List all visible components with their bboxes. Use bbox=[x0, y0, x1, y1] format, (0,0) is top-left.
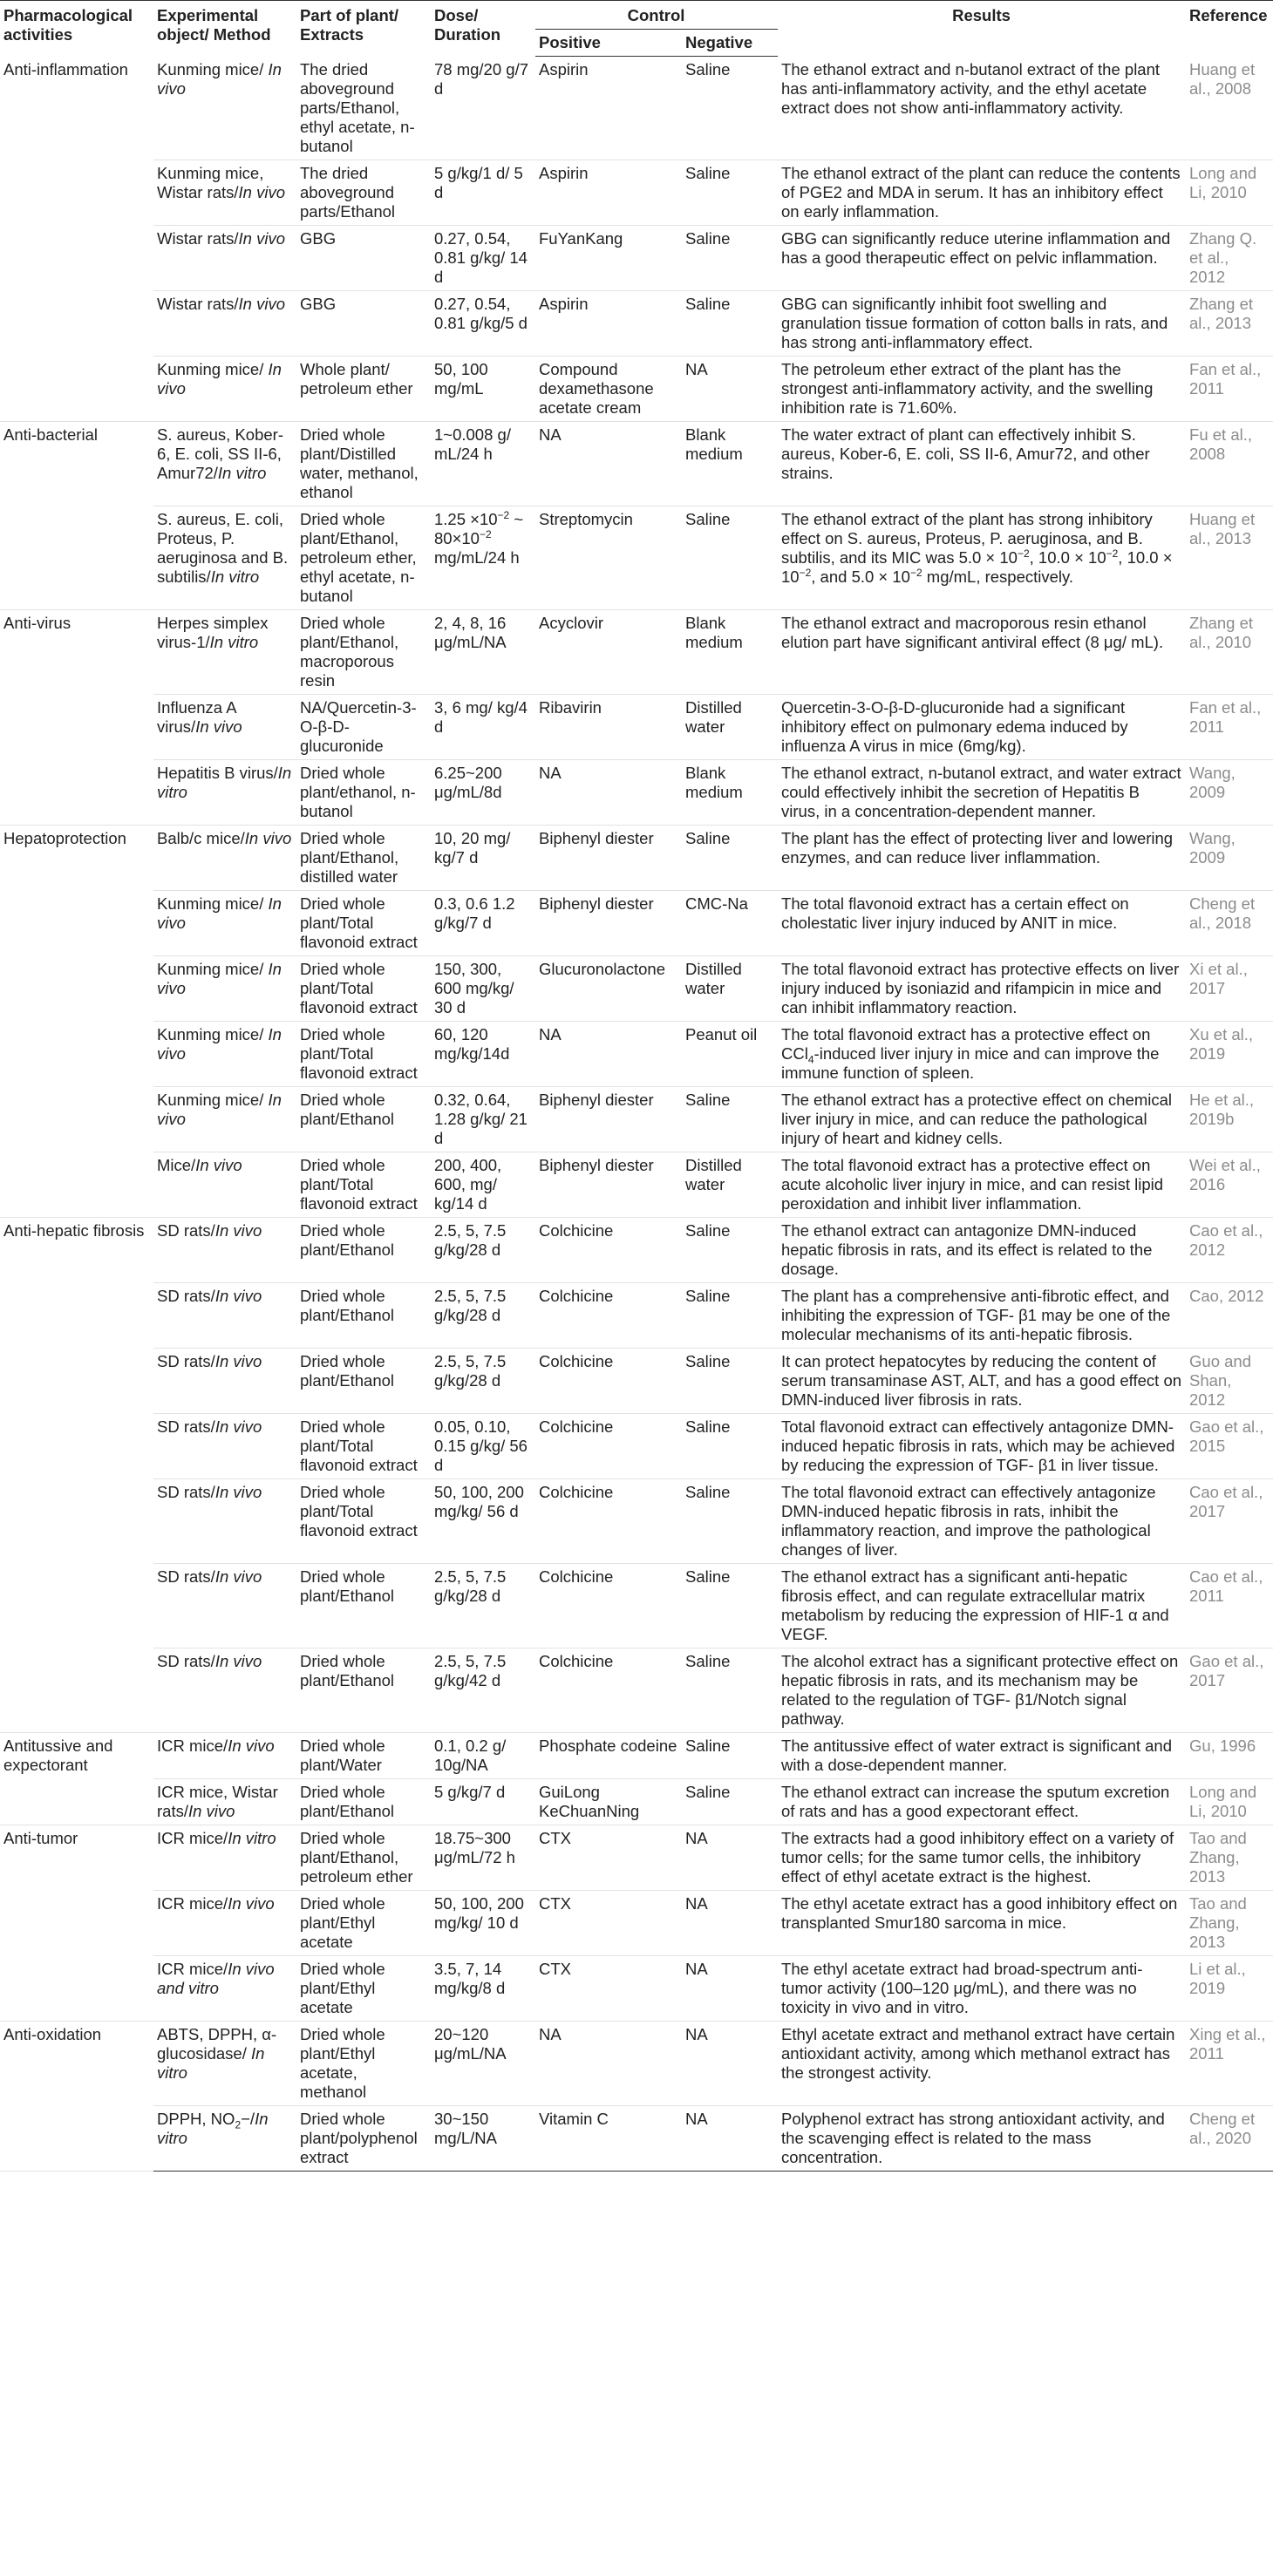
cell-reference: Xu et al., 2019 bbox=[1186, 1021, 1273, 1086]
cell-activity bbox=[0, 356, 153, 421]
cell-reference: Cao et al., 2011 bbox=[1186, 1563, 1273, 1648]
cell-negative-control: NA bbox=[682, 2105, 778, 2171]
cell-part: Dried whole plant/Total flavonoid extract bbox=[296, 1021, 431, 1086]
cell-negative-control: Saline bbox=[682, 225, 778, 290]
cell-result: Polyphenol extract has strong antioxidant activity, and the scavenging effect is related to the mass concentration. bbox=[778, 2105, 1186, 2171]
cell-negative-control: Distilled water bbox=[682, 694, 778, 759]
cell-result: The plant has a comprehensive anti-fibrotic effect, and inhibiting the expression of TGF- β1 may be one of the molecular mechanisms of its anti-hepatic fibrosis. bbox=[778, 1282, 1186, 1348]
cell-activity: Anti-inflammation bbox=[3, 59, 128, 78]
cell-positive-control: NA bbox=[535, 2021, 682, 2105]
cell-result: GBG can significantly inhibit foot swelling and granulation tissue formation of cotton balls in rats, and has strong anti-inflammatory effect. bbox=[778, 290, 1186, 356]
header-results: Results bbox=[778, 1, 1186, 57]
cell-dose: 0.27, 0.54, 0.81 g/kg/ 14 d bbox=[431, 225, 535, 290]
cell-dose: $1.25 \times 10^{-2}$ ~ $80\times 10^{-2}$ mg/mL/24 h bbox=[431, 506, 535, 609]
cell-dose: 3.5, 7, 14 mg/kg/8 d bbox=[431, 1955, 535, 2021]
cell-negative-control: NA bbox=[682, 2021, 778, 2105]
cell-dose: 2.5, 5, 7.5 g/kg/28 d bbox=[431, 1282, 535, 1348]
header-dose: Dose/ Duration bbox=[431, 1, 535, 57]
cell-negative-control: Saline bbox=[682, 1086, 778, 1152]
cell-reference: Long and Li, 2010 bbox=[1186, 160, 1273, 225]
cell-part: GBG bbox=[296, 225, 431, 290]
cell-object: Mice/In vivo bbox=[153, 1152, 296, 1217]
cell-object: SD rats/In vivo bbox=[153, 1217, 296, 1282]
cell-dose: 50, 100, 200 mg/kg/ 10 d bbox=[431, 1890, 535, 1955]
cell-part: Whole plant/ petroleum ether bbox=[296, 356, 431, 421]
cell-positive-control: Phosphate codeine bbox=[535, 1732, 682, 1778]
cell-object: Kunming mice/ In vivo bbox=[153, 356, 296, 421]
cell-result: The ethanol extract has a significant anti-hepatic fibrosis effect, and can regulate extracellular matrix metabolism by reducing the expression of HIF-1 α and VEGF. bbox=[778, 1563, 1186, 1648]
table-row bbox=[0, 506, 1273, 609]
cell-part: Dried whole plant/Total flavonoid extract bbox=[296, 1413, 431, 1478]
cell-object: ICR mice/In vivo bbox=[153, 1732, 296, 1778]
cell-activity: Anti-bacterial bbox=[3, 425, 98, 444]
table-row bbox=[0, 290, 1273, 356]
cell-object: ICR mice/In vivo bbox=[153, 1890, 296, 1955]
cell-positive-control: Colchicine bbox=[535, 1413, 682, 1478]
cell-positive-control: Biphenyl diester bbox=[535, 1152, 682, 1217]
table-row bbox=[0, 825, 1273, 890]
cell-activity bbox=[0, 160, 153, 225]
cell-negative-control: Saline bbox=[682, 1282, 778, 1348]
cell-positive-control: Colchicine bbox=[535, 1648, 682, 1732]
cell-object: Kunming mice/ In vivo bbox=[153, 890, 296, 955]
cell-dose: 30~150 mg/L/NA bbox=[431, 2105, 535, 2171]
cell-part: The dried aboveground parts/Ethanol, ethyl acetate, n-butanol bbox=[296, 57, 431, 160]
cell-activity: Anti-hepatic fibrosis bbox=[3, 1220, 145, 1240]
cell-object: ICR mice/In vivo and vitro bbox=[153, 1955, 296, 2021]
cell-activity: Anti-tumor bbox=[3, 1828, 78, 1847]
cell-result: It can protect hepatocytes by reducing the content of serum transaminase AST, ALT, and has a good effect on DMN-induced liver fibrosis in rats. bbox=[778, 1348, 1186, 1413]
cell-negative-control: NA bbox=[682, 356, 778, 421]
cell-part: Dried whole plant/Ethanol bbox=[296, 1648, 431, 1732]
cell-result: The ethanol extract and n-butanol extract of the plant has anti-inflammatory activity, and the ethyl acetate extract does not show anti-inflammatory activity. bbox=[778, 57, 1186, 160]
cell-part: GBG bbox=[296, 290, 431, 356]
table-row bbox=[0, 1282, 1273, 1348]
cell-negative-control: Saline bbox=[682, 1563, 778, 1648]
cell-positive-control: Glucuronolactone bbox=[535, 955, 682, 1021]
table-row bbox=[0, 694, 1273, 759]
cell-part: Dried whole plant/Ethanol bbox=[296, 1086, 431, 1152]
table-row bbox=[0, 955, 1273, 1021]
cell-dose: 5 g/kg/7 d bbox=[431, 1778, 535, 1825]
cell-dose: 3, 6 mg/ kg/4 d bbox=[431, 694, 535, 759]
cell-part: Dried whole plant/Ethyl acetate bbox=[296, 1955, 431, 2021]
table-row bbox=[0, 57, 1273, 160]
cell-positive-control: Vitamin C bbox=[535, 2105, 682, 2171]
cell-result: The water extract of plant can effectively inhibit S. aureus, Kober-6, E. coli, SS II-6, Amur72, and other strains. bbox=[778, 421, 1186, 506]
cell-negative-control: Distilled water bbox=[682, 1152, 778, 1217]
cell-activity: Anti-oxidation bbox=[3, 2024, 102, 2043]
cell-activity: Anti-virus bbox=[3, 613, 71, 632]
cell-dose: 0.05, 0.10, 0.15 g/kg/ 56 d bbox=[431, 1413, 535, 1478]
cell-reference: Fu et al., 2008 bbox=[1186, 421, 1273, 506]
header-part-of-plant: Part of plant/ Extracts bbox=[296, 1, 431, 57]
cell-reference: Fan et al., 2011 bbox=[1186, 694, 1273, 759]
cell-object: Kunming mice, Wistar rats/In vivo bbox=[153, 160, 296, 225]
cell-dose: 78 mg/20 g/7 d bbox=[431, 57, 535, 160]
cell-result: The total flavonoid extract has protective effects on liver injury induced by isoniazid and rifampicin in mice and can inhibit inflammatory reaction. bbox=[778, 955, 1186, 1021]
cell-dose: 0.3, 0.6 1.2 g/kg/7 d bbox=[431, 890, 535, 955]
cell-part: Dried whole plant/Ethanol, petroleum ether, ethyl acetate, n-butanol bbox=[296, 506, 431, 609]
table-row bbox=[0, 890, 1273, 955]
cell-activity bbox=[0, 290, 153, 356]
cell-positive-control: Colchicine bbox=[535, 1478, 682, 1563]
cell-reference: Huang et al., 2013 bbox=[1186, 506, 1273, 609]
table-row bbox=[0, 356, 1273, 421]
cell-result: The petroleum ether extract of the plant has the strongest anti-inflammatory activity, and the swelling inhibition rate is 71.60%. bbox=[778, 356, 1186, 421]
cell-result: The antitussive effect of water extract is significant and with a dose-dependent manner. bbox=[778, 1732, 1186, 1778]
header-positive: Positive bbox=[535, 30, 682, 57]
cell-reference: Cheng et al., 2020 bbox=[1186, 2105, 1273, 2171]
cell-reference: Gao et al., 2015 bbox=[1186, 1413, 1273, 1478]
cell-result: The extracts had a good inhibitory effect on a variety of tumor cells; for the same tumor cells, the inhibitory effect of ethyl acetate extract is the highest. bbox=[778, 1825, 1186, 1890]
cell-reference: Fan et al., 2011 bbox=[1186, 356, 1273, 421]
cell-part: Dried whole plant/Ethanol, petroleum ether bbox=[296, 1825, 431, 1890]
cell-activity bbox=[0, 1152, 153, 1217]
header-reference: Reference bbox=[1186, 1, 1273, 57]
cell-positive-control: Streptomycin bbox=[535, 506, 682, 609]
cell-positive-control: Acyclovir bbox=[535, 609, 682, 694]
table-row bbox=[0, 160, 1273, 225]
cell-dose: 2.5, 5, 7.5 g/kg/28 d bbox=[431, 1217, 535, 1282]
cell-positive-control: Aspirin bbox=[535, 57, 682, 160]
cell-part: Dried whole plant/Total flavonoid extract bbox=[296, 1152, 431, 1217]
cell-reference: Long and Li, 2010 bbox=[1186, 1778, 1273, 1825]
cell-result: The ethanol extract of the plant has strong inhibitory effect on S. aureus, Proteus, P. aeruginosa, and B. subtilis, and its MIC was $5.0 \times 10^{-2}$, $10.0 \times 10^{-2}$, $10.0 \times 10^{-2}$, and $5.0 \times 10^{-2}$ mg/mL, respectively. bbox=[778, 506, 1186, 609]
cell-dose: 2.5, 5, 7.5 g/kg/42 d bbox=[431, 1648, 535, 1732]
cell-negative-control: Saline bbox=[682, 160, 778, 225]
cell-positive-control: NA bbox=[535, 421, 682, 506]
cell-object: ICR mice, Wistar rats/In vivo bbox=[153, 1778, 296, 1825]
cell-part: The dried aboveground parts/Ethanol bbox=[296, 160, 431, 225]
table-row bbox=[0, 1825, 1273, 1890]
cell-positive-control: Colchicine bbox=[535, 1348, 682, 1413]
cell-part: Dried whole plant/Ethanol, distilled water bbox=[296, 825, 431, 890]
cell-reference: Huang et al., 2008 bbox=[1186, 57, 1273, 160]
cell-reference: Li et al., 2019 bbox=[1186, 1955, 1273, 2021]
cell-negative-control: NA bbox=[682, 1955, 778, 2021]
cell-object: ICR mice/In vitro bbox=[153, 1825, 296, 1890]
cell-object: S. aureus, E. coli, Proteus, P. aeruginosa and B. subtilis/In vitro bbox=[153, 506, 296, 609]
cell-result: The plant has the effect of protecting liver and lowering enzymes, and can reduce liver inflammation. bbox=[778, 825, 1186, 890]
cell-dose: 5 g/kg/1 d/ 5 d bbox=[431, 160, 535, 225]
table-row bbox=[0, 1217, 1273, 1282]
table-row bbox=[0, 1413, 1273, 1478]
cell-positive-control: FuYanKang bbox=[535, 225, 682, 290]
cell-object: Kunming mice/ In vivo bbox=[153, 1086, 296, 1152]
cell-positive-control: Colchicine bbox=[535, 1217, 682, 1282]
cell-activity bbox=[0, 1086, 153, 1152]
table-row bbox=[0, 2021, 1273, 2105]
header-negative: Negative bbox=[682, 30, 778, 57]
cell-result: The total flavonoid extract has a protective effect on acute alcoholic liver injury in mice, and can resist lipid peroxidation and inhibit liver inflammation. bbox=[778, 1152, 1186, 1217]
cell-reference: Gu, 1996 bbox=[1186, 1732, 1273, 1778]
cell-dose: 0.1, 0.2 g/ 10g/NA bbox=[431, 1732, 535, 1778]
cell-part: Dried whole plant/Ethanol bbox=[296, 1563, 431, 1648]
cell-dose: 0.27, 0.54, 0.81 g/kg/5 d bbox=[431, 290, 535, 356]
cell-result: Total flavonoid extract can effectively antagonize DMN-induced hepatic fibrosis in rats, which may be achieved by reducing the expression of TGF- β1 in liver tissue. bbox=[778, 1413, 1186, 1478]
cell-result: The ethyl acetate extract has a good inhibitory effect on transplanted Smur180 sarcoma in mice. bbox=[778, 1890, 1186, 1955]
cell-reference: Tao and Zhang, 2013 bbox=[1186, 1825, 1273, 1890]
cell-activity bbox=[0, 955, 153, 1021]
cell-result: The ethyl acetate extract had broad-spectrum anti-tumor activity (100–120 μg/mL), and there was no toxicity in vivo and in vitro. bbox=[778, 1955, 1186, 2021]
cell-reference: He et al., 2019b bbox=[1186, 1086, 1273, 1152]
cell-dose: 50, 100, 200 mg/kg/ 56 d bbox=[431, 1478, 535, 1563]
cell-activity: Hepatoprotection bbox=[3, 828, 126, 847]
cell-object: SD rats/In vivo bbox=[153, 1348, 296, 1413]
cell-positive-control: Biphenyl diester bbox=[535, 890, 682, 955]
table-row bbox=[0, 225, 1273, 290]
cell-dose: 0.32, 0.64, 1.28 g/kg/ 21 d bbox=[431, 1086, 535, 1152]
cell-activity bbox=[0, 1890, 153, 1955]
cell-object: Influenza A virus/In vivo bbox=[153, 694, 296, 759]
cell-reference: Cheng et al., 2018 bbox=[1186, 890, 1273, 955]
header-control: Control bbox=[535, 1, 778, 30]
cell-negative-control: Blank medium bbox=[682, 759, 778, 825]
cell-positive-control: Compound dexamethasone acetate cream bbox=[535, 356, 682, 421]
cell-reference: Xing et al., 2011 bbox=[1186, 2021, 1273, 2105]
cell-part: Dried whole plant/Water bbox=[296, 1732, 431, 1778]
cell-part: Dried whole plant/Ethyl acetate bbox=[296, 1890, 431, 1955]
cell-activity bbox=[0, 1282, 153, 1348]
cell-activity bbox=[0, 1021, 153, 1086]
header-pharmacological-activities: Pharmacological activities bbox=[0, 1, 153, 57]
cell-object: SD rats/In vivo bbox=[153, 1648, 296, 1732]
cell-dose: 50, 100 mg/mL bbox=[431, 356, 535, 421]
cell-dose: 18.75~300 μg/mL/72 h bbox=[431, 1825, 535, 1890]
cell-result: The alcohol extract has a significant protective effect on hepatic fibrosis in rats, and its mechanism may be related to the regulation of TGF- β1/Notch signal pathway. bbox=[778, 1648, 1186, 1732]
cell-negative-control: Blank medium bbox=[682, 421, 778, 506]
cell-negative-control: Saline bbox=[682, 506, 778, 609]
cell-positive-control: Ribavirin bbox=[535, 694, 682, 759]
cell-activity: Antitussive and expectorant bbox=[3, 1736, 113, 1774]
cell-result: The ethanol extract and macroporous resin ethanol elution part have significant antiviral effect (8 μg/ mL). bbox=[778, 609, 1186, 694]
cell-part: Dried whole plant/Ethanol bbox=[296, 1217, 431, 1282]
cell-part: Dried whole plant/Ethanol, macroporous resin bbox=[296, 609, 431, 694]
cell-part: Dried whole plant/Ethanol bbox=[296, 1778, 431, 1825]
cell-object: Wistar rats/In vivo bbox=[153, 225, 296, 290]
table-row bbox=[0, 1348, 1273, 1413]
cell-negative-control: Saline bbox=[682, 825, 778, 890]
cell-activity bbox=[0, 1478, 153, 1563]
cell-positive-control: NA bbox=[535, 759, 682, 825]
cell-dose: 200, 400, 600, mg/ kg/14 d bbox=[431, 1152, 535, 1217]
cell-negative-control: Peanut oil bbox=[682, 1021, 778, 1086]
cell-dose: 6.25~200 μg/mL/8d bbox=[431, 759, 535, 825]
cell-negative-control: Saline bbox=[682, 1648, 778, 1732]
cell-result: The ethanol extract has a protective effect on chemical liver injury in mice, and can reduce the pathological injury of heart and kidney cells. bbox=[778, 1086, 1186, 1152]
cell-result: Quercetin-3-O-β-D-glucuronide had a significant inhibitory effect on pulmonary edema induced by influenza A virus in mice (6mg/kg). bbox=[778, 694, 1186, 759]
cell-dose: 2, 4, 8, 16 μg/mL/NA bbox=[431, 609, 535, 694]
cell-reference: Cao et al., 2017 bbox=[1186, 1478, 1273, 1563]
cell-negative-control: Saline bbox=[682, 1348, 778, 1413]
table-row bbox=[0, 2105, 1273, 2171]
cell-object: Wistar rats/In vivo bbox=[153, 290, 296, 356]
cell-object: Kunming mice/ In vivo bbox=[153, 57, 296, 160]
table-row bbox=[0, 1732, 1273, 1778]
cell-part: Dried whole plant/Distilled water, methanol, ethanol bbox=[296, 421, 431, 506]
cell-dose: 60, 120 mg/kg/14d bbox=[431, 1021, 535, 1086]
table-row bbox=[0, 1086, 1273, 1152]
cell-object: SD rats/In vivo bbox=[153, 1413, 296, 1478]
cell-reference: Cao, 2012 bbox=[1186, 1282, 1273, 1348]
cell-reference: Guo and Shan, 2012 bbox=[1186, 1348, 1273, 1413]
cell-activity bbox=[0, 506, 153, 609]
cell-object: ABTS, DPPH, α-glucosidase/ In vitro bbox=[153, 2021, 296, 2105]
cell-positive-control: Biphenyl diester bbox=[535, 825, 682, 890]
cell-result: The total flavonoid extract has a certain effect on cholestatic liver injury induced by ANIT in mice. bbox=[778, 890, 1186, 955]
cell-result: The ethanol extract can increase the sputum excretion of rats and has a good expectorant effect. bbox=[778, 1778, 1186, 1825]
cell-negative-control: CMC-Na bbox=[682, 890, 778, 955]
cell-positive-control: Biphenyl diester bbox=[535, 1086, 682, 1152]
cell-part: Dried whole plant/Total flavonoid extract bbox=[296, 1478, 431, 1563]
cell-result: The ethanol extract can antagonize DMN-induced hepatic fibrosis in rats, and its effect is related to the dosage. bbox=[778, 1217, 1186, 1282]
cell-reference: Xi et al., 2017 bbox=[1186, 955, 1273, 1021]
table-row bbox=[0, 609, 1273, 694]
cell-part: NA/Quercetin-3-O-β-D-glucuronide bbox=[296, 694, 431, 759]
cell-negative-control: Saline bbox=[682, 1413, 778, 1478]
cell-object: DPPH, $NO_2-/In$ vitro bbox=[153, 2105, 296, 2171]
cell-object: SD rats/In vivo bbox=[153, 1282, 296, 1348]
cell-negative-control: Saline bbox=[682, 57, 778, 160]
cell-object: SD rats/In vivo bbox=[153, 1563, 296, 1648]
cell-object: Balb/c mice/In vivo bbox=[153, 825, 296, 890]
cell-part: Dried whole plant/ethanol, n-butanol bbox=[296, 759, 431, 825]
cell-activity bbox=[0, 1778, 153, 1825]
cell-result: GBG can significantly reduce uterine inflammation and has a good therapeutic effect on pelvic inflammation. bbox=[778, 225, 1186, 290]
cell-object: Kunming mice/ In vivo bbox=[153, 1021, 296, 1086]
cell-positive-control: CTX bbox=[535, 1955, 682, 2021]
cell-positive-control: CTX bbox=[535, 1890, 682, 1955]
cell-dose: 10, 20 mg/ kg/7 d bbox=[431, 825, 535, 890]
cell-part: Dried whole plant/Ethyl acetate, methanol bbox=[296, 2021, 431, 2105]
cell-object: S. aureus, Kober-6, E. coli, SS II-6, Amur72/In vitro bbox=[153, 421, 296, 506]
cell-part: Dried whole plant/Ethanol bbox=[296, 1348, 431, 1413]
cell-positive-control: Colchicine bbox=[535, 1282, 682, 1348]
table-row bbox=[0, 1648, 1273, 1732]
cell-reference: Tao and Zhang, 2013 bbox=[1186, 1890, 1273, 1955]
cell-negative-control: Saline bbox=[682, 1478, 778, 1563]
cell-object: Hepatitis B virus/In vitro bbox=[153, 759, 296, 825]
cell-dose: 2.5, 5, 7.5 g/kg/28 d bbox=[431, 1348, 535, 1413]
cell-negative-control: Saline bbox=[682, 290, 778, 356]
cell-negative-control: Saline bbox=[682, 1217, 778, 1282]
cell-result: The total flavonoid extract has a protective effect on CCl$_4$-induced liver injury in mice and can improve the immune function of spleen. bbox=[778, 1021, 1186, 1086]
cell-part: Dried whole plant/Ethanol bbox=[296, 1282, 431, 1348]
cell-negative-control: Saline bbox=[682, 1778, 778, 1825]
cell-dose: 150, 300, 600 mg/kg/ 30 d bbox=[431, 955, 535, 1021]
cell-reference: Wang, 2009 bbox=[1186, 825, 1273, 890]
cell-object: Kunming mice/ In vivo bbox=[153, 955, 296, 1021]
cell-positive-control: Aspirin bbox=[535, 290, 682, 356]
table-row bbox=[0, 1563, 1273, 1648]
table-row bbox=[0, 1890, 1273, 1955]
cell-part: Dried whole plant/Total flavonoid extract bbox=[296, 955, 431, 1021]
cell-result: Ethyl acetate extract and methanol extract have certain antioxidant activity, among which methanol extract has the strongest activity. bbox=[778, 2021, 1186, 2105]
cell-reference: Zhang et al., 2013 bbox=[1186, 290, 1273, 356]
cell-positive-control: CTX bbox=[535, 1825, 682, 1890]
cell-negative-control: Saline bbox=[682, 1732, 778, 1778]
cell-positive-control: Colchicine bbox=[535, 1563, 682, 1648]
cell-positive-control: Aspirin bbox=[535, 160, 682, 225]
cell-activity bbox=[0, 1955, 153, 2021]
cell-reference: Zhang et al., 2010 bbox=[1186, 609, 1273, 694]
cell-part: Dried whole plant/Total flavonoid extract bbox=[296, 890, 431, 955]
header-experimental-object: Experimental object/ Method bbox=[153, 1, 296, 57]
cell-reference: Cao et al., 2012 bbox=[1186, 1217, 1273, 1282]
cell-part: Dried whole plant/polyphenol extract bbox=[296, 2105, 431, 2171]
cell-activity bbox=[0, 225, 153, 290]
cell-object: SD rats/In vivo bbox=[153, 1478, 296, 1563]
table-row bbox=[0, 421, 1273, 506]
table-row bbox=[0, 1778, 1273, 1825]
cell-activity bbox=[0, 1348, 153, 1413]
cell-dose: 20~120 μg/mL/NA bbox=[431, 2021, 535, 2105]
table-row bbox=[0, 759, 1273, 825]
cell-dose: 2.5, 5, 7.5 g/kg/28 d bbox=[431, 1563, 535, 1648]
cell-activity bbox=[0, 694, 153, 759]
cell-reference: Wei et al., 2016 bbox=[1186, 1152, 1273, 1217]
cell-activity bbox=[0, 2105, 153, 2171]
cell-object: Herpes simplex virus-1/In vitro bbox=[153, 609, 296, 694]
cell-reference: Zhang Q. et al., 2012 bbox=[1186, 225, 1273, 290]
table-row bbox=[0, 1021, 1273, 1086]
cell-activity bbox=[0, 890, 153, 955]
cell-result: The ethanol extract, n-butanol extract, and water extract could effectively inhibit the secretion of Hepatitis B virus, in a concentration-dependent manner. bbox=[778, 759, 1186, 825]
cell-activity bbox=[0, 759, 153, 825]
cell-result: The ethanol extract of the plant can reduce the contents of PGE2 and MDA in serum. It has an inhibitory effect on early inflammation. bbox=[778, 160, 1186, 225]
table-row bbox=[0, 1478, 1273, 1563]
table-row bbox=[0, 1955, 1273, 2021]
cell-negative-control: NA bbox=[682, 1890, 778, 1955]
table-body bbox=[0, 57, 1273, 2172]
cell-activity bbox=[0, 1648, 153, 1732]
cell-activity bbox=[0, 1413, 153, 1478]
cell-positive-control: GuiLong KeChuanNing bbox=[535, 1778, 682, 1825]
cell-reference: Wang, 2009 bbox=[1186, 759, 1273, 825]
table-row bbox=[0, 1152, 1273, 1217]
cell-result: The total flavonoid extract can effectively antagonize DMN-induced hepatic fibrosis in rats, inhibit the inflammatory reaction, and improve the pathological changes of liver. bbox=[778, 1478, 1186, 1563]
cell-positive-control: NA bbox=[535, 1021, 682, 1086]
cell-negative-control: NA bbox=[682, 1825, 778, 1890]
cell-dose: 1~0.008 g/ mL/24 h bbox=[431, 421, 535, 506]
cell-negative-control: Blank medium bbox=[682, 609, 778, 694]
cell-reference: Gao et al., 2017 bbox=[1186, 1648, 1273, 1732]
cell-negative-control: Distilled water bbox=[682, 955, 778, 1021]
cell-activity bbox=[0, 1563, 153, 1648]
